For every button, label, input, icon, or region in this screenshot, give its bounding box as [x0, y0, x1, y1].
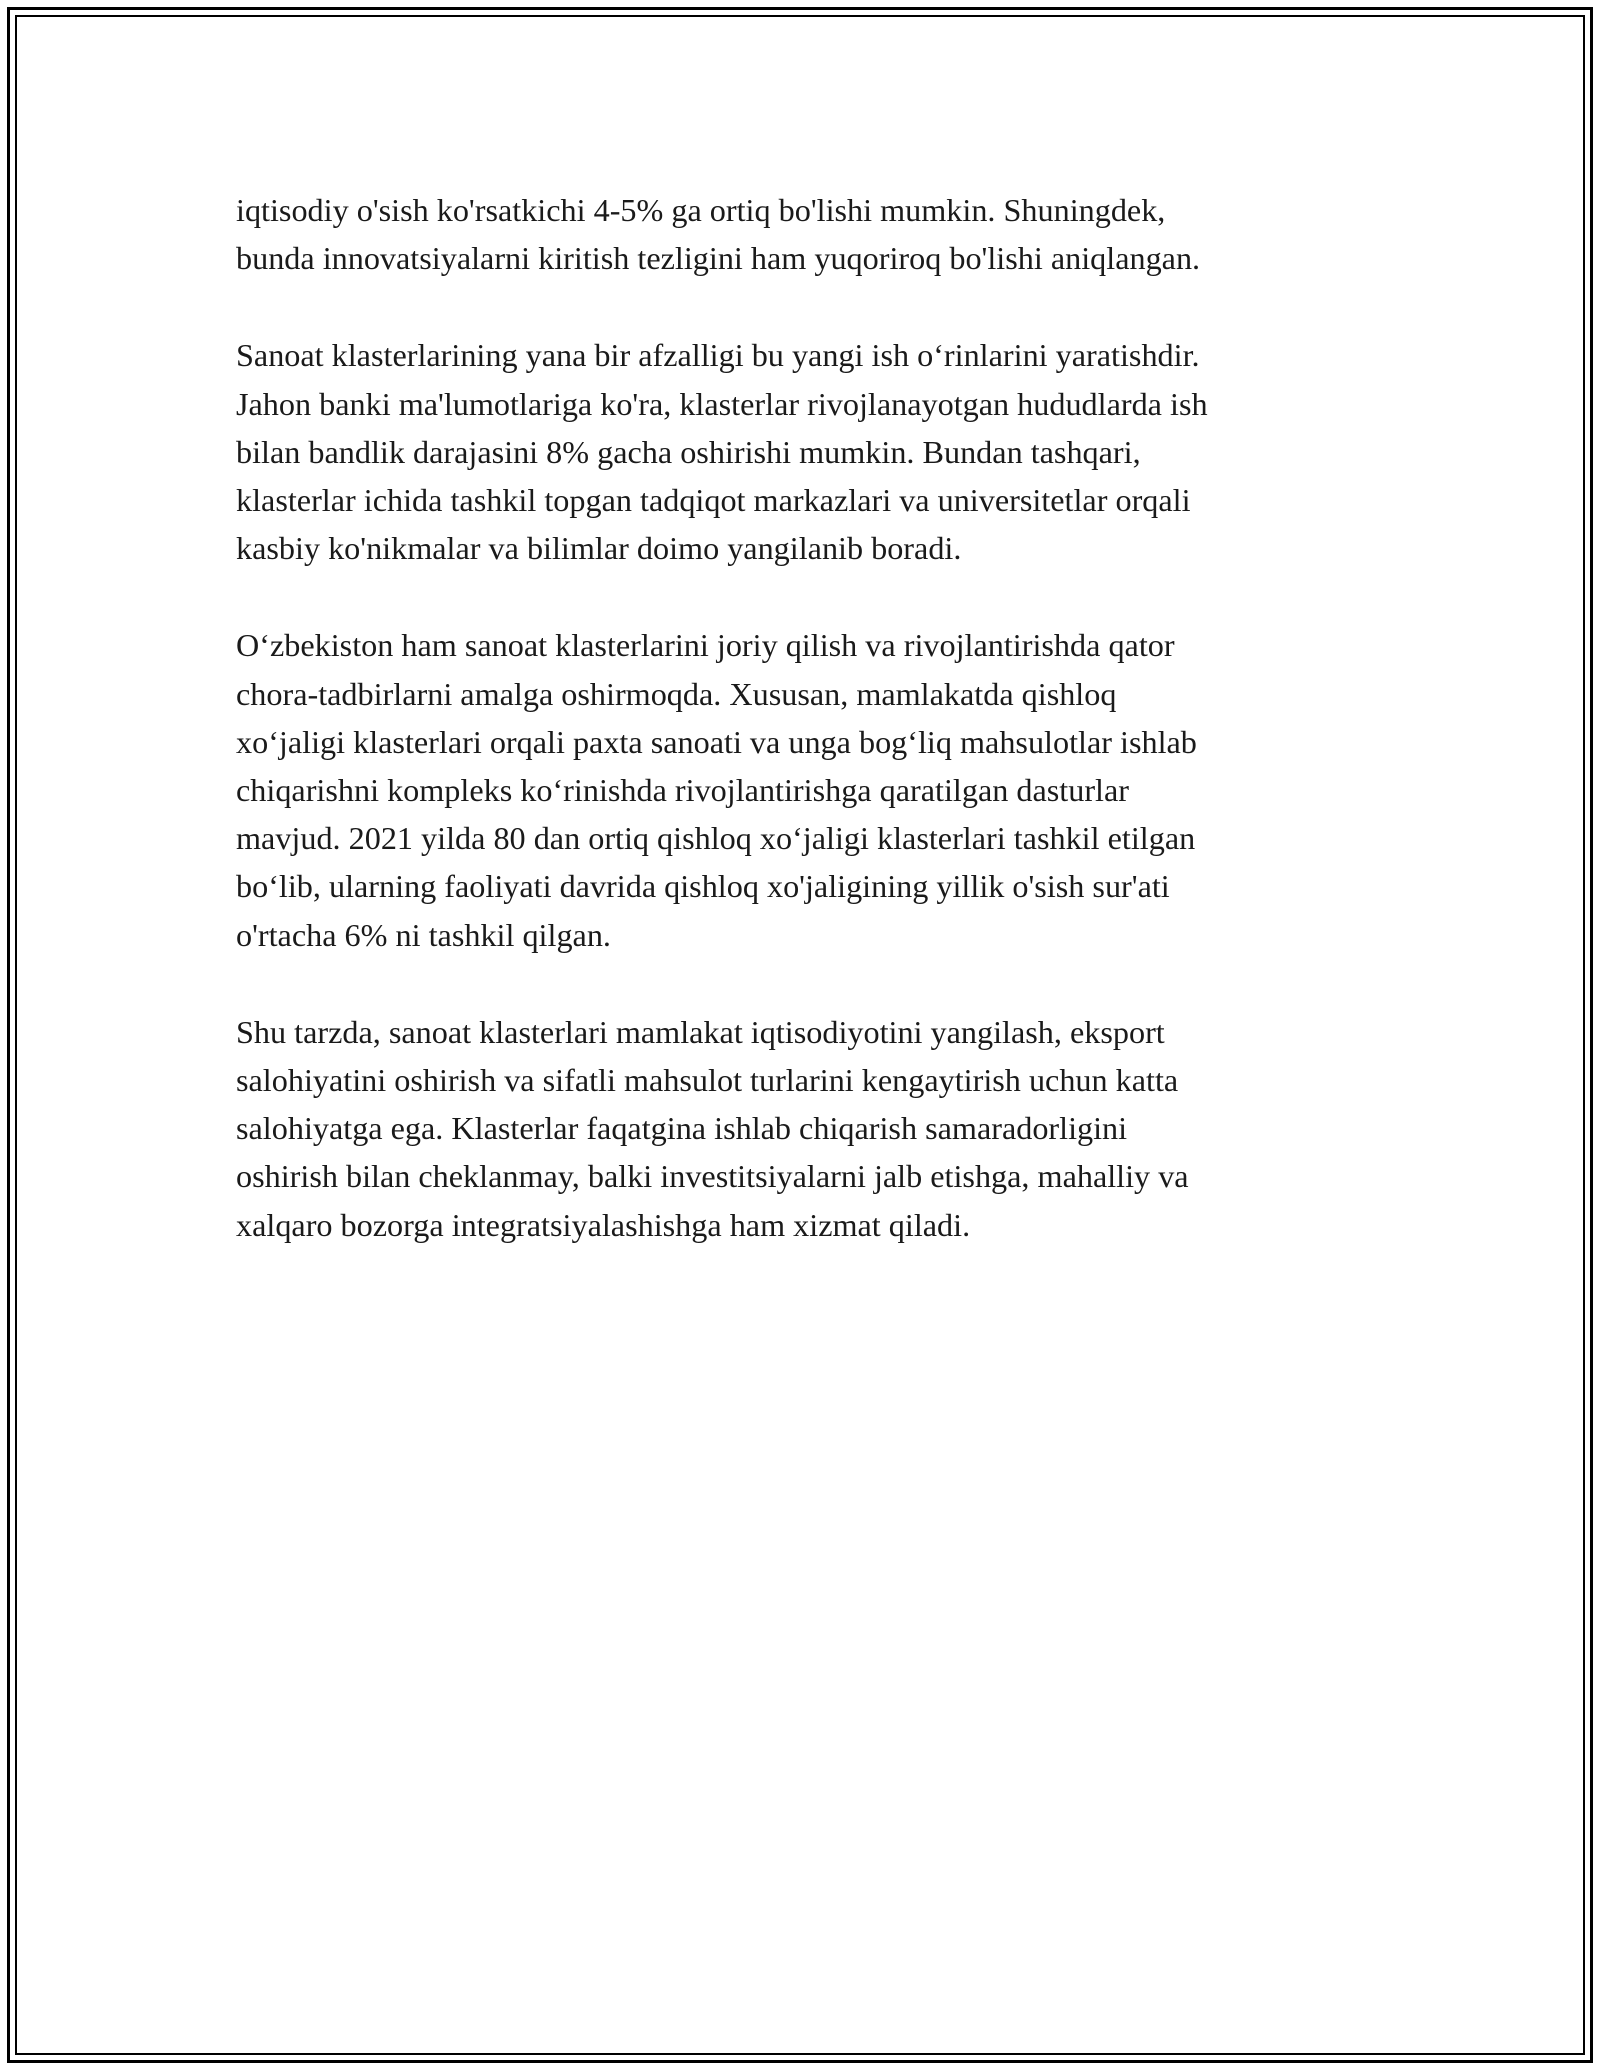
paragraph-2: [236, 331, 1366, 572]
document-body: [236, 186, 1366, 1298]
text-line: chiqarishni kompleks ko‘rinishda rivojlantirishga qaratilgan dasturlar: [236, 772, 1129, 809]
text-line: O‘zbekiston ham sanoat klasterlarini joriy qilish va rivojlantirishda qator: [236, 627, 1175, 664]
text-line: oshirish bilan cheklanmay, balki investitsiyalarni jalb etishga, mahalliy va: [236, 1158, 1189, 1195]
text-line: Shu tarzda, sanoat klasterlari mamlakat iqtisodiyotini yangilash, eksport: [236, 1013, 1165, 1050]
text-line: xalqaro bozorga integratsiyalashishga ham xizmat qiladi.: [236, 1206, 971, 1243]
text-line: salohiyatga ega. Klasterlar faqatgina ishlab chiqarish samaradorligini: [236, 1110, 1128, 1147]
text-line: bunda innovatsiyalarni kiritish tezligini ham yuqoriroq bo'lishi aniqlangan.: [236, 240, 1201, 277]
text-line: Sanoat klasterlarining yana bir afzalligi bu yangi ish o‘rinlarini yaratishdir.: [236, 337, 1200, 374]
text-line: bilan bandlik darajasini 8% gacha oshirishi mumkin. Bundan tashqari,: [236, 433, 1141, 470]
paragraph-3: [236, 621, 1366, 958]
paragraph-4: [236, 1008, 1366, 1249]
text-line: o'rtacha 6% ni tashkil qilgan.: [236, 916, 611, 953]
text-line: kasbiy ko'nikmalar va bilimlar doimo yangilanib boradi.: [236, 530, 962, 567]
text-line: bo‘lib, ularning faoliyati davrida qishloq xo'jaligining yillik o'sish sur'ati: [236, 868, 1170, 905]
text-line: chora-tadbirlarni amalga oshirmoqda. Xususan, mamlakatda qishloq: [236, 675, 1117, 712]
text-line: Jahon banki ma'lumotlariga ko'ra, klasterlar rivojlanayotgan hududlarda ish: [236, 385, 1208, 422]
text-line: salohiyatini oshirish va sifatli mahsulot turlarini kengaytirish uchun katta: [236, 1062, 1179, 1099]
text-line: mavjud. 2021 yilda 80 dan ortiq qishloq xo‘jaligi klasterlari tashkil etilgan: [236, 820, 1196, 857]
text-line: xo‘jaligi klasterlari orqali paxta sanoati va unga bog‘liq mahsulotlar ishlab: [236, 723, 1197, 760]
paragraph-1: [236, 186, 1366, 282]
text-line: klasterlar ichida tashkil topgan tadqiqot markazlari va universitetlar orqali: [236, 482, 1191, 519]
text-line: iqtisodiy o'sish ko'rsatkichi 4-5% ga ortiq bo'lishi mumkin. Shuningdek,: [236, 192, 1166, 228]
